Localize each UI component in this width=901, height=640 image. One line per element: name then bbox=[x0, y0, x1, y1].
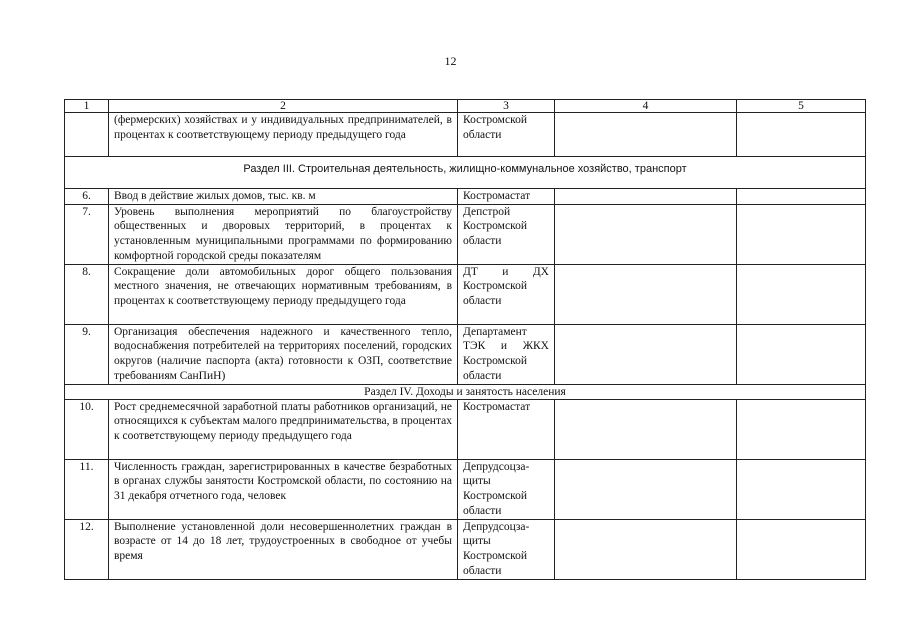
page-number: 12 bbox=[444, 54, 457, 68]
value-cell bbox=[737, 204, 866, 264]
indicator-cell: Рост среднемесячной заработной платы работников организаций, не относящихся к субъектам малого предпринимательства, в процентах к соответствующему периоду предыдущего года bbox=[109, 399, 458, 459]
value-cell bbox=[555, 264, 737, 324]
value-cell bbox=[737, 264, 866, 324]
source-cell: ДТ и ДХ Костромской области bbox=[458, 264, 555, 324]
value-cell bbox=[737, 459, 866, 519]
value-cell bbox=[555, 324, 737, 384]
indicator-cell: Ввод в действие жилых домов, тыс. кв. м bbox=[109, 189, 458, 205]
value-cell bbox=[737, 113, 866, 157]
row-number: 12. bbox=[65, 519, 109, 579]
indicator-cell: (фермерских) хозяйствах и у индивидуальных предпринимателей, в процентах к соответствующему периоду предыдущего года bbox=[109, 113, 458, 157]
value-cell bbox=[737, 399, 866, 459]
value-cell bbox=[555, 459, 737, 519]
source-cell: Костромастат bbox=[458, 399, 555, 459]
table-row bbox=[65, 399, 866, 459]
column-header: 3 bbox=[458, 100, 555, 113]
indicator-cell: Организация обеспечения надежного и качественного тепло, водоснабжения потребителей на территориях поселений, городских округов (наличие паспорта (акта) готовности к ОЗП, соответствие требованиям СанПиН) bbox=[109, 324, 458, 384]
row-number: 8. bbox=[65, 264, 109, 324]
table-row bbox=[65, 189, 866, 205]
row-number: 7. bbox=[65, 204, 109, 264]
table-row bbox=[65, 264, 866, 324]
column-header: 2 bbox=[109, 100, 458, 113]
table-row bbox=[65, 324, 866, 384]
row-number: 6. bbox=[65, 189, 109, 205]
source-cell: Депстрой Костромской области bbox=[458, 204, 555, 264]
table-row bbox=[65, 204, 866, 264]
indicator-cell: Выполнение установленной доли несовершеннолетних граждан в возрасте от 14 до 18 лет, трудоустроенных в свободное от учебы время bbox=[109, 519, 458, 579]
value-cell bbox=[737, 519, 866, 579]
value-cell bbox=[555, 113, 737, 157]
value-cell bbox=[737, 189, 866, 205]
row-number bbox=[65, 113, 109, 157]
value-cell bbox=[555, 399, 737, 459]
value-cell bbox=[555, 204, 737, 264]
column-header: 4 bbox=[555, 100, 737, 113]
row-number: 10. bbox=[65, 399, 109, 459]
table-header-row bbox=[65, 100, 866, 113]
section-title: Раздел III. Строительная деятельность, жилищно-коммунальное хозяйство, транспорт bbox=[65, 157, 866, 189]
value-cell bbox=[737, 324, 866, 384]
indicator-cell: Численность граждан, зарегистрированных в качестве безработных в органах службы занятости Костромской области, по состоянию на 31 декабря отчетного года, человек bbox=[109, 459, 458, 519]
column-header: 1 bbox=[65, 100, 109, 113]
indicators-table bbox=[64, 99, 866, 580]
source-cell: Депрудсоцза-щиты Костромской области bbox=[458, 459, 555, 519]
row-number: 9. bbox=[65, 324, 109, 384]
source-cell: Депрудсоцза-щиты Костромской области bbox=[458, 519, 555, 579]
indicator-cell: Уровень выполнения мероприятий по благоустройству общественных и дворовых территорий, в процентах к установленным муниципальными программами по формированию комфортной городской среды показателям bbox=[109, 204, 458, 264]
row-number: 11. bbox=[65, 459, 109, 519]
source-cell: Костромастат bbox=[458, 189, 555, 205]
column-header: 5 bbox=[737, 100, 866, 113]
indicator-cell: Сокращение доли автомобильных дорог общего пользования местного значения, не отвечающих нормативным требованиям, в процентах к соответствующему периоду предыдущего года bbox=[109, 264, 458, 324]
table-row bbox=[65, 519, 866, 579]
value-cell bbox=[555, 519, 737, 579]
section-header-row bbox=[65, 157, 866, 189]
value-cell bbox=[555, 189, 737, 205]
table-row bbox=[65, 113, 866, 157]
source-cell: Департамент ТЭК и ЖКХ Костромской области bbox=[458, 324, 555, 384]
section-header-row bbox=[65, 384, 866, 399]
section-title: Раздел IV. Доходы и занятость населения bbox=[65, 384, 866, 399]
source-cell: Костромской области bbox=[458, 113, 555, 157]
table-row bbox=[65, 459, 866, 519]
